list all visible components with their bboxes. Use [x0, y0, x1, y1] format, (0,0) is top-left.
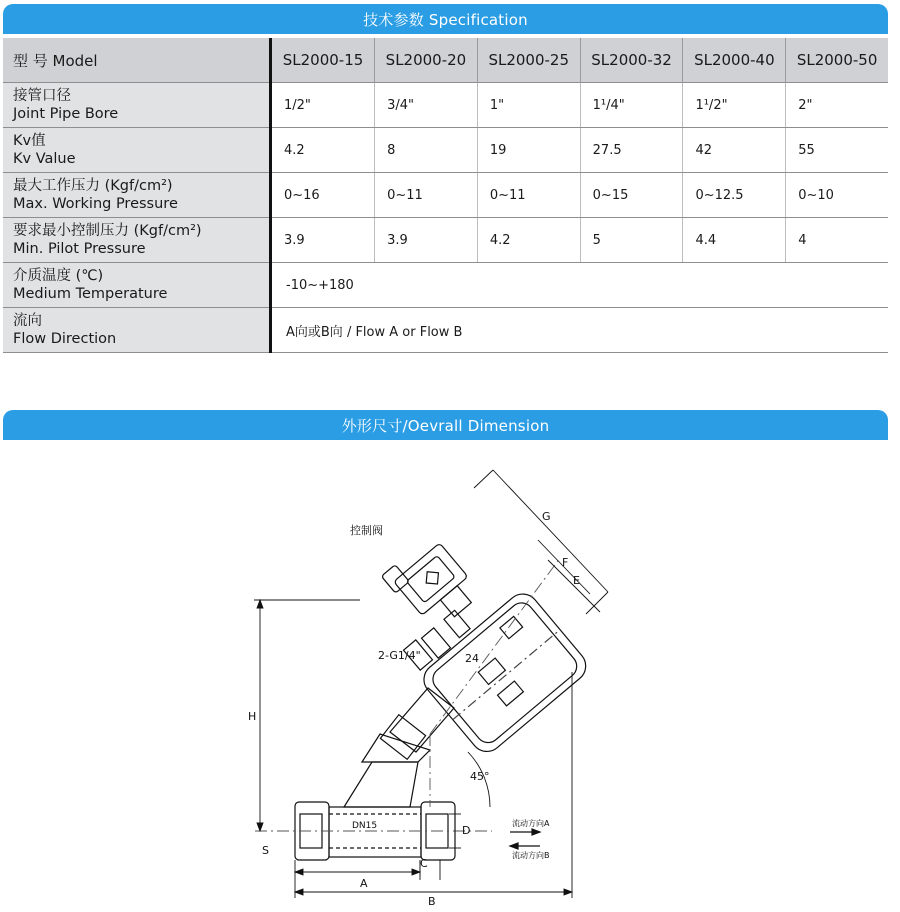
table-cell: 0~15: [580, 173, 683, 218]
table-cell: 1¹/2": [683, 83, 786, 128]
row-label: [3, 128, 271, 173]
table-row: [3, 83, 888, 128]
table-cell: 3.9: [271, 218, 375, 263]
table-cell: 0~11: [477, 173, 580, 218]
spec-section-header: [3, 4, 888, 34]
row-label-en: Max. Working Pressure: [13, 196, 178, 212]
table-cell: 27.5: [580, 128, 683, 173]
row-label: [3, 218, 271, 263]
row-label-cn: 流向: [13, 313, 42, 329]
row-label: [3, 263, 271, 308]
row-label: [3, 308, 271, 353]
row-label: [3, 173, 271, 218]
table-row: [3, 173, 888, 218]
row-label-en: Joint Pipe Bore: [13, 106, 119, 122]
row-label-en: Medium Temperature: [13, 286, 168, 302]
table-row: [3, 218, 888, 263]
table-cell: 4.4: [683, 218, 786, 263]
port-label: 2-G1/4": [378, 649, 421, 662]
dim-g-label: G: [542, 510, 551, 523]
valve-dimension-drawing: [240, 462, 640, 907]
row-label-en: Kv Value: [13, 151, 76, 167]
spec-table: [3, 38, 888, 353]
model-header: 型 号 Model: [3, 38, 271, 83]
dimension-section-title: 外形尺寸/Oevrall Dimension: [341, 416, 550, 435]
table-cell: 19: [477, 128, 580, 173]
dim-e-label: E: [573, 574, 580, 587]
flow-direction-value: A向或B向 / Flow A or Flow B: [271, 308, 889, 353]
dim-a-label: A: [360, 877, 368, 890]
model-column-header: SL2000-40: [683, 38, 786, 83]
valve-bonnet: [344, 688, 454, 807]
dim-f-label: F: [562, 556, 569, 569]
row-label-cn: 介质温度 (℃): [13, 268, 104, 284]
row-label-cn: 要求最小控制压力 (Kgf/cm²): [13, 223, 202, 239]
model-column-header: SL2000-15: [271, 38, 375, 83]
table-cell: 55: [786, 128, 888, 173]
table-cell: 42: [683, 128, 786, 173]
wrench-size-label: 24: [465, 652, 479, 665]
row-label: [3, 83, 271, 128]
dim-d-label: D: [462, 824, 471, 837]
table-cell: 1/2": [271, 83, 375, 128]
dimension-lines: [254, 470, 608, 898]
flow-a-label: 流动方向A: [512, 819, 550, 828]
actuator: [417, 588, 592, 758]
table-cell: 4.2: [271, 128, 375, 173]
dimension-section-header: [3, 410, 888, 440]
angle-label: 45°: [470, 770, 490, 783]
model-column-header: SL2000-50: [786, 38, 888, 83]
row-label-cn: 最大工作压力 (Kgf/cm²): [13, 178, 173, 194]
table-cell: 4: [786, 218, 888, 263]
table-cell: 0~10: [786, 173, 888, 218]
row-label-cn: Kv值: [13, 133, 46, 149]
table-cell: 3/4": [375, 83, 478, 128]
row-label-en: Min. Pilot Pressure: [13, 241, 146, 257]
table-cell: 0~16: [271, 173, 375, 218]
table-cell: 1": [477, 83, 580, 128]
row-label-en: Flow Direction: [13, 331, 117, 347]
row-label-cn: 接管口径: [13, 88, 71, 104]
table-cell: 8: [375, 128, 478, 173]
table-row: [3, 308, 888, 353]
dim-b-label: B: [428, 895, 436, 907]
temperature-value: -10~+180: [271, 263, 889, 308]
table-cell: 1¹/4": [580, 83, 683, 128]
control-valve-label: 控制阀: [350, 524, 383, 537]
table-cell: 0~12.5: [683, 173, 786, 218]
table-header-row: [3, 38, 888, 83]
model-column-header: SL2000-20: [375, 38, 478, 83]
flow-arrows: [510, 829, 540, 849]
solenoid-valve: [381, 534, 482, 636]
table-row: [3, 128, 888, 173]
dim-h-label: H: [248, 710, 257, 723]
dn-label: DN15: [352, 821, 378, 831]
table-row: [3, 263, 888, 308]
model-column-header: SL2000-25: [477, 38, 580, 83]
model-column-header: SL2000-32: [580, 38, 683, 83]
flow-b-label: 流动方向B: [512, 851, 550, 860]
table-cell: 0~11: [375, 173, 478, 218]
table-cell: 2": [786, 83, 888, 128]
table-cell: 5: [580, 218, 683, 263]
table-cell: 4.2: [477, 218, 580, 263]
dim-s-label: S: [262, 844, 269, 857]
table-cell: 3.9: [375, 218, 478, 263]
dim-c-label: C: [420, 857, 428, 870]
spec-section-title: 技术参数 Specification: [363, 10, 528, 29]
